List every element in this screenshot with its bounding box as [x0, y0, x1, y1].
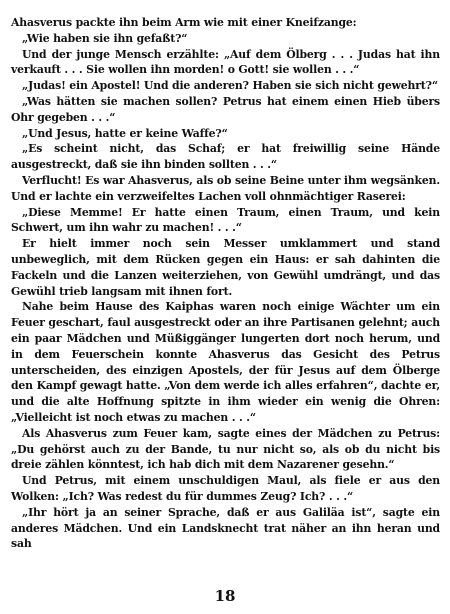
- paragraph: Und Petrus, mit einem unschuldigen Maul, als fiele er aus den Wolken: „Ich? Was redest du für dummes Zeug? Ich? . . .“: [11, 474, 440, 503]
- paragraph: Verflucht! Es war Ahasverus, als ob seine Beine unter ihm wegsänken. Und er lachte ein verzweifeltes Lachen voll ohnmächtiger Raserei:: [11, 173, 440, 203]
- page-number: 18: [214, 587, 236, 605]
- page-text: [11, 15, 440, 552]
- paragraph: Als Ahasverus zum Feuer kam, sagte eines der Mädchen zu Petrus: „Du gehörst auch zu der Bande, tu nur nicht so, als ob du nicht bis dreie zählen könntest, ich hab dich mit dem Nazarener gesehn.“: [11, 426, 440, 472]
- paragraph: „Was hätten sie machen sollen? Petrus hat einem einen Hieb übers Ohr gegeben . . .“: [11, 94, 440, 124]
- paragraph: Er hielt immer noch sein Messer umklammert und stand unbeweglich, mit dem Rücken gegen ein Haus: er sah dahinten die Fackeln und die Lanzen weiterziehen, von Gewühl umdrängt, und das Gewühl trieb langsam mit ihnen fort.: [11, 237, 440, 298]
- paragraph: „Ihr hört ja an seiner Sprache, daß er aus Galiläa ist“, sagte ein anderes Mädchen. Und ein Landsknecht trat näher an ihn heran und sah: [11, 505, 440, 551]
- paragraph: „Es scheint nicht, das Schaf; er hat freiwillig seine Hände ausgestreckt, daß sie ihn binden sollten . . .“: [11, 142, 440, 172]
- paragraph: „Wie haben sie ihn gefaßt?“: [22, 31, 188, 45]
- paragraph: Und der junge Mensch erzählte: „Auf dem Ölberg . . . Judas hat ihn verkauft . . . Sie wollen ihn morden! o Gott! sie wollen . . .“: [11, 47, 440, 77]
- paragraph: Ahasverus packte ihn beim Arm wie mit einer Kneifzange:: [11, 16, 357, 29]
- paragraph: „Judas! ein Apostel! Und die anderen? Haben sie sich nicht gewehrt?“: [22, 79, 438, 93]
- paragraph: „Und Jesus, hatte er keine Waffe?“: [22, 126, 228, 140]
- paragraph: Nahe beim Hause des Kaiphas waren noch einige Wächter um ein Feuer geschart, faul ausgestreckt oder an ihre Partisanen gelehnt; auch ein paar Mädchen und Müßiggänger lungerten dort noch herum, und in dem Feuerschein konnte Ahasverus das Gesicht des Petrus unterscheiden, des einzigen Apostels, der für Jesus auf dem Ölberge den Kampf gewagt hatte. „Von dem werde ich alles erfahren“, dachte er, und die alte Hoffnung spitzte in ihm wieder ein wenig die Ohren: „Vielleicht ist noch etwas zu machen . . .“: [11, 300, 440, 424]
- paragraph: „Diese Memme! Er hatte einen Traum, einen Traum, und kein Schwert, um ihn wahr zu machen! . . .“: [11, 205, 440, 235]
